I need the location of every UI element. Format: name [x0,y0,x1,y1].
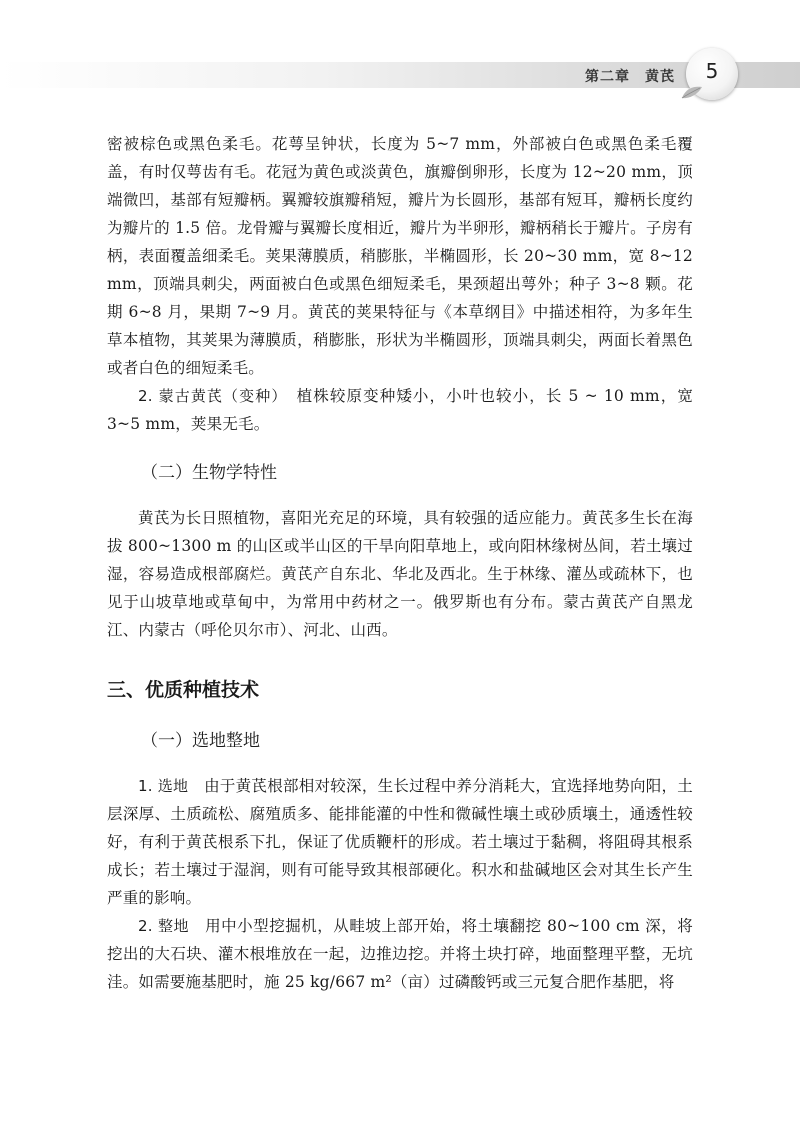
paragraph-soil-prep [107,912,693,996]
leaf-ornament-icon [680,84,704,102]
paragraph-mongolian-variety [107,382,693,438]
heading-biological-traits: （二）生物学特性 [141,463,277,483]
chapter-header: 第二章 黄芪 [585,69,675,85]
page-number: 5 [705,59,719,83]
soil-term: 2. 整地 [138,917,190,935]
paragraph-biological-traits: 黄芪为长日照植物，喜阳光充足的环境，具有较强的适应能力。黄芪多生长在海拔 800~1300 m 的山区或半山区的干旱向阳草地上，或向阳林缘树丛间，若土壤过湿，容易造成根部腐烂。黄芪产自东北、华北及西北。生于林缘、灌丛或疏林下，也见于山坡草地或草甸中，为常用中药材之一。俄罗斯也有分布。蒙古黄芪产自黑龙江、内蒙古（呼伦贝尔市）、河北、山西。 [107,509,693,639]
paragraph-morphology: 密被棕色或黑色柔毛。花萼呈钟状，长度为 5~7 mm，外部被白色或黑色柔毛覆盖，有时仅萼齿有毛。花冠为黄色或淡黄色，旗瓣倒卵形，长度为 12~20 mm，顶端微凹，基部有短瓣柄。翼瓣较旗瓣稍短，瓣片为长圆形，基部有短耳，瓣柄长度约为瓣片的 1.5 倍。龙骨瓣与翼瓣长度相近，瓣片为半卵形，瓣柄稍长于瓣片。子房有柄，表面覆盖细柔毛。荚果薄膜质，稍膨胀，半椭圆形，长 20~30 mm，宽 8~12 mm，顶端具刺尖，两面被白色或黑色细短柔毛，果颈超出萼外；种子 3~8 颗。花期 6~8 月，果期 7~9 月。黄芪的荚果特征与《本草纲目》中描述相符，为多年生草本植物，其荚果为薄膜质，稍膨胀，形状为半椭圆形，顶端具刺尖，两面长着黑色或者白色的细短柔毛。 [107,135,693,377]
paragraph-site-selection [107,772,693,912]
site-term: 1. 选地 [138,777,189,795]
variety-term: 2. 蒙古黄芪（变种） [138,387,281,405]
section-heading-planting: 三、优质种植技术 [107,679,260,701]
heading-site-selection: （一）选地整地 [141,731,260,751]
site-text: 由于黄芪根部相对较深，生长过程中养分消耗大，宜选择地势向阳，土层深厚、土质疏松、腐殖质多、能排能灌的中性和微碱性壤土或砂质壤土，通透性较好，有利于黄芪根系下扎，保证了优质鞭杆的形成。若土壤过于黏稠，将阻碍其根系成长；若土壤过于湿润，则有可能导致其根部硬化。积水和盐碱地区会对其生长产生严重的影响。 [107,777,694,907]
soil-text: 用中小型挖掘机，从畦坡上部开始，将土壤翻挖 80~100 cm 深，将挖出的大石块、灌木根堆放在一起，边推边挖。并将土块打碎，地面整理平整，无坑洼。如需要施基肥时，施 25 kg/667 m²（亩）过磷酸钙或三元复合肥作基肥，将 [107,917,693,991]
variety-text: 植株较原变种矮小，小叶也较小，长 5 ~ 10 mm，宽 3~5 mm，荚果无毛。 [107,387,694,433]
page-body [107,130,693,996]
